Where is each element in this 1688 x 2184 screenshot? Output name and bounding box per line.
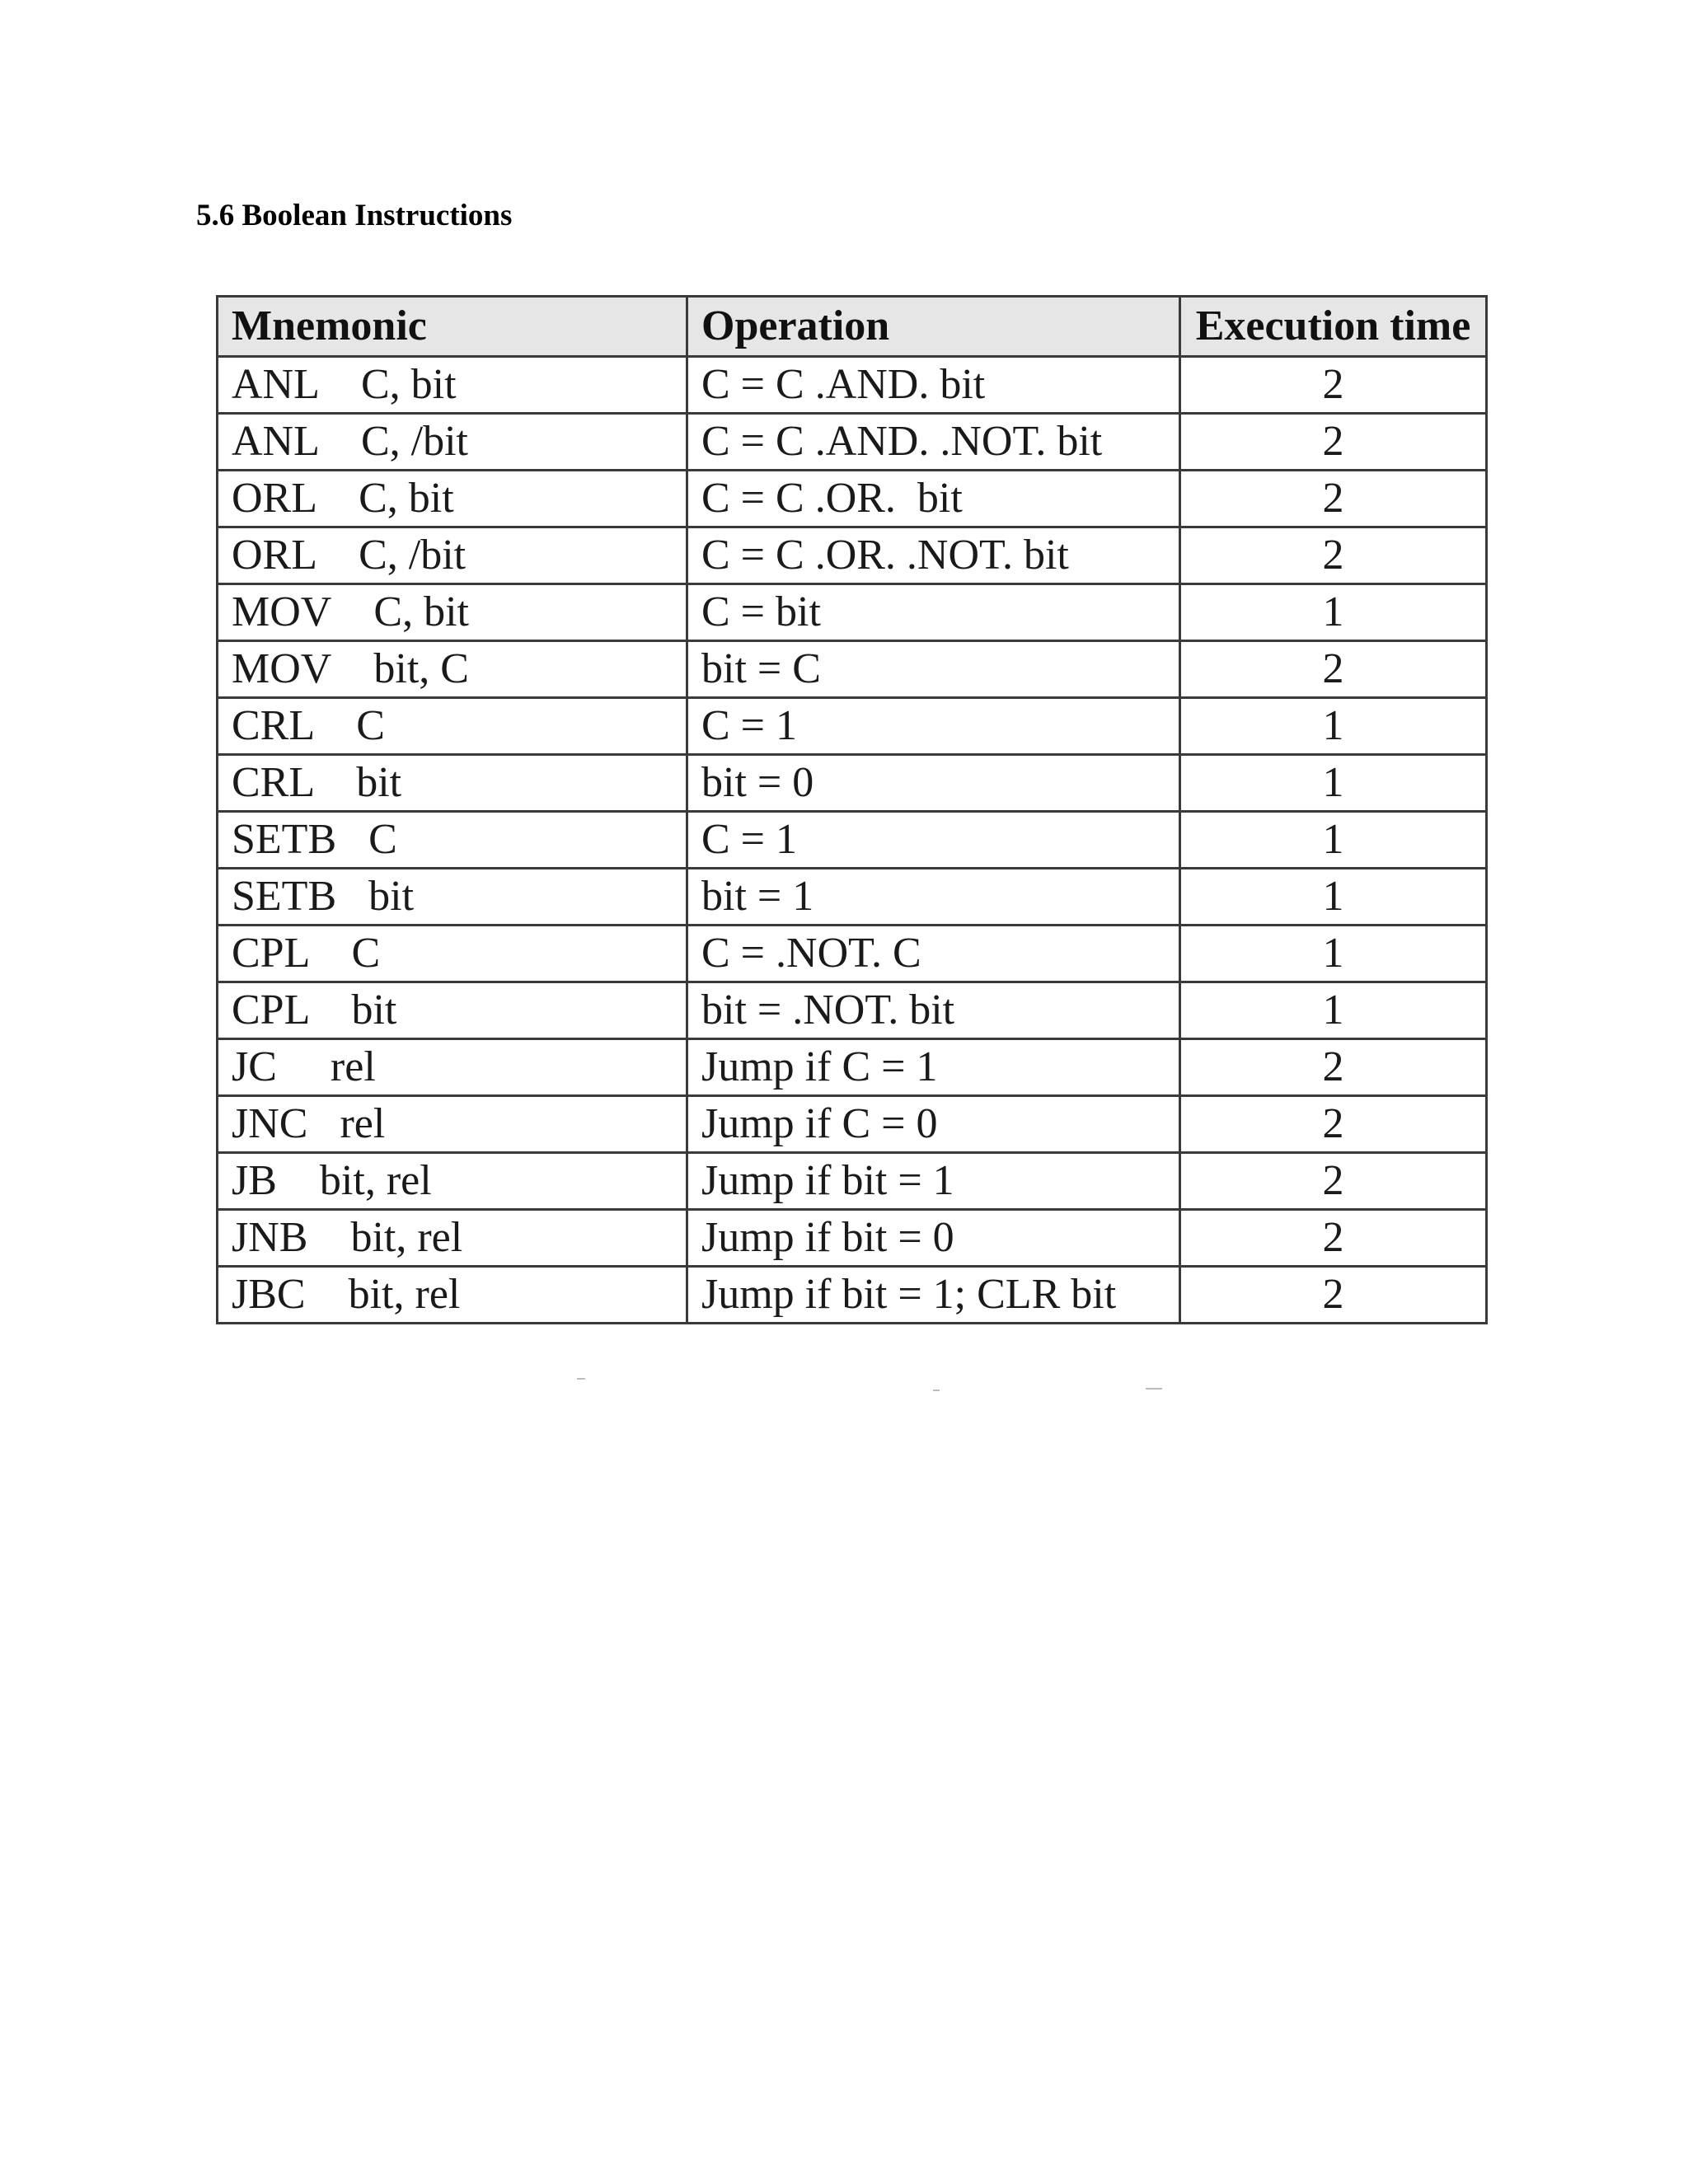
table-row: [218, 357, 1487, 414]
operation-cell: C = 1: [687, 698, 1180, 755]
mnemonic-cell: ANL C, /bit: [218, 414, 687, 471]
mnemonic-cell: JBC bit, rel: [218, 1267, 687, 1324]
operation-cell: bit = C: [687, 641, 1180, 698]
execution-time-cell: 1: [1180, 812, 1487, 869]
operation-cell: C = .NOT. C: [687, 926, 1180, 982]
operation-cell: C = bit: [687, 584, 1180, 641]
boolean-instructions-table-container: [216, 295, 1485, 1324]
table-row: [218, 1210, 1487, 1267]
execution-time-cell: 2: [1180, 1153, 1487, 1210]
table-row: [218, 414, 1487, 471]
table-row: [218, 584, 1487, 641]
operation-cell: bit = 0: [687, 755, 1180, 812]
execution-time-cell: 1: [1180, 869, 1487, 926]
operation-cell: bit = 1: [687, 869, 1180, 926]
mnemonic-cell: MOV bit, C: [218, 641, 687, 698]
operation-cell: C = C .AND. bit: [687, 357, 1180, 414]
execution-time-cell: 2: [1180, 471, 1487, 527]
operation-cell: Jump if bit = 1; CLR bit: [687, 1267, 1180, 1324]
mnemonic-cell: ORL C, bit: [218, 471, 687, 527]
execution-time-cell: 1: [1180, 755, 1487, 812]
mnemonic-cell: JB bit, rel: [218, 1153, 687, 1210]
execution-time-cell: 2: [1180, 414, 1487, 471]
scan-artifact: [577, 1378, 585, 1380]
table-row: [218, 641, 1487, 698]
mnemonic-cell: JC rel: [218, 1039, 687, 1096]
table-header-row: [218, 297, 1487, 357]
mnemonic-cell: ORL C, /bit: [218, 527, 687, 584]
table-row: [218, 755, 1487, 812]
mnemonic-cell: ANL C, bit: [218, 357, 687, 414]
table-row: [218, 527, 1487, 584]
execution-time-cell: 2: [1180, 527, 1487, 584]
table-row: [218, 698, 1487, 755]
mnemonic-cell: MOV C, bit: [218, 584, 687, 641]
mnemonic-cell: CRL bit: [218, 755, 687, 812]
operation-cell: Jump if C = 0: [687, 1096, 1180, 1153]
scan-artifact: [933, 1390, 940, 1391]
execution-time-cell: 1: [1180, 982, 1487, 1039]
mnemonic-cell: SETB bit: [218, 869, 687, 926]
mnemonic-cell: CRL C: [218, 698, 687, 755]
execution-time-cell: 1: [1180, 584, 1487, 641]
table-row: [218, 1039, 1487, 1096]
operation-cell: C = 1: [687, 812, 1180, 869]
operation-cell: C = C .OR. bit: [687, 471, 1180, 527]
table-row: [218, 1267, 1487, 1324]
execution-time-cell: 2: [1180, 1210, 1487, 1267]
operation-cell: Jump if bit = 0: [687, 1210, 1180, 1267]
execution-time-cell: 1: [1180, 698, 1487, 755]
execution-time-cell: 1: [1180, 926, 1487, 982]
scan-artifact: [1146, 1388, 1162, 1390]
operation-cell: Jump if C = 1: [687, 1039, 1180, 1096]
table-row: [218, 869, 1487, 926]
mnemonic-cell: SETB C: [218, 812, 687, 869]
mnemonic-cell: JNC rel: [218, 1096, 687, 1153]
execution-time-cell: 2: [1180, 1267, 1487, 1324]
column-header-operation: Operation: [687, 297, 1180, 357]
table-row: [218, 471, 1487, 527]
execution-time-cell: 2: [1180, 357, 1487, 414]
operation-cell: Jump if bit = 1: [687, 1153, 1180, 1210]
operation-cell: bit = .NOT. bit: [687, 982, 1180, 1039]
execution-time-cell: 2: [1180, 1039, 1487, 1096]
table-row: [218, 1096, 1487, 1153]
mnemonic-cell: CPL bit: [218, 982, 687, 1039]
table-row: [218, 926, 1487, 982]
table-row: [218, 812, 1487, 869]
mnemonic-cell: JNB bit, rel: [218, 1210, 687, 1267]
column-header-execution-time: Execution time: [1180, 297, 1487, 357]
mnemonic-cell: CPL C: [218, 926, 687, 982]
execution-time-cell: 2: [1180, 641, 1487, 698]
table-row: [218, 982, 1487, 1039]
table-row: [218, 1153, 1487, 1210]
operation-cell: C = C .AND. .NOT. bit: [687, 414, 1180, 471]
column-header-mnemonic: Mnemonic: [218, 297, 687, 357]
section-heading: 5.6 Boolean Instructions: [196, 199, 513, 232]
operation-cell: C = C .OR. .NOT. bit: [687, 527, 1180, 584]
execution-time-cell: 2: [1180, 1096, 1487, 1153]
boolean-instructions-table: [216, 295, 1488, 1324]
